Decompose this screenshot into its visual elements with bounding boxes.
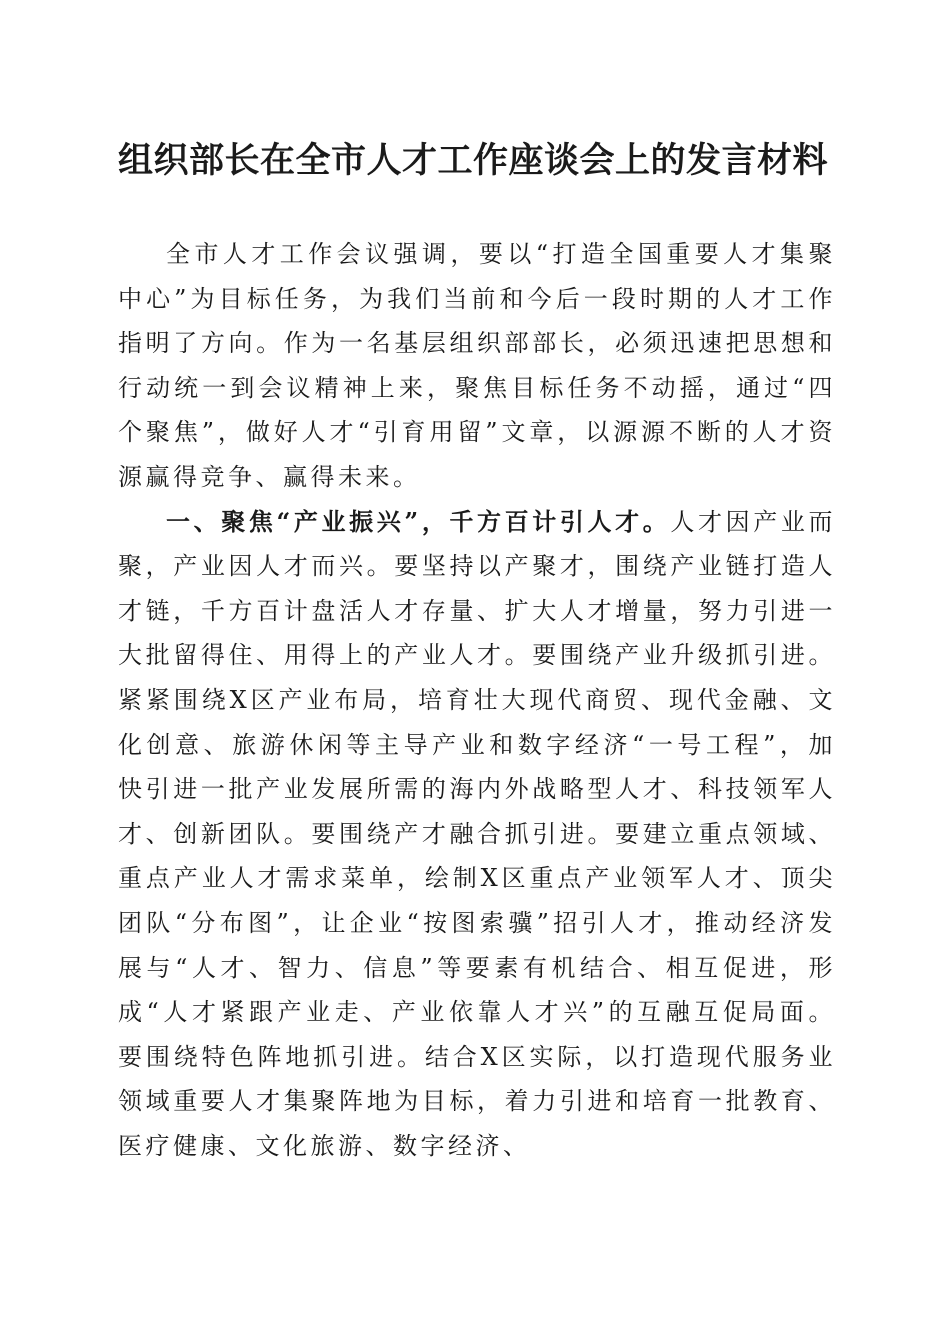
document-title: 组织部长在全市人才工作座谈会上的发言材料 [118, 140, 829, 181]
intro-paragraph [118, 232, 836, 500]
section-one-paragraph [118, 500, 836, 1169]
intro-paragraph-text: 全市人才工作会议强调，要以“打造全国重要人才集聚中心”为目标任务，为我们当前和今后一段时期的人才工作指明了方向。作为一名基层组织部部长，必须迅速把思想和行动统一到会议精神上来，聚焦目标任务不动摇，通过“四个聚焦”，做好人才“引育用留”文章，以源源不断的人才资源赢得竞争、赢得未来。 [118, 240, 836, 491]
document-body [118, 232, 836, 1168]
section-one-text: 人才因产业而聚，产业因人才而兴。要坚持以产聚才，围绕产业链打造人才链，千方百计盘活人才存量、扩大人才增量，努力引进一大批留得住、用得上的产业人才。要围绕产业升级抓引进。紧紧围绕X区产业布局，培育壮大现代商贸、现代金融、文化创意、旅游休闲等主导产业和数字经济“一号工程”，加快引进一批产业发展所需的海内外战略型人才、科技领军人才、创新团队。要围绕产才融合抓引进。要建立重点领域、重点产业人才需求菜单，绘制X区重点产业领军人才、顶尖团队“分布图”，让企业“按图索骥”招引人才，推动经济发展与“人才、智力、信息”等要素有机结合、相互促进，形成“人才紧跟产业走、产业依靠人才兴”的互融互促局面。要围绕特色阵地抓引进。结合X区实际，以打造现代服务业领域重要人才集聚阵地为目标，着力引进和培育一批教育、医疗健康、文化旅游、数字经济、 [118, 507, 837, 1160]
section-one-heading: 一、聚焦“产业振兴”，千方百计引人才。 [166, 506, 671, 536]
